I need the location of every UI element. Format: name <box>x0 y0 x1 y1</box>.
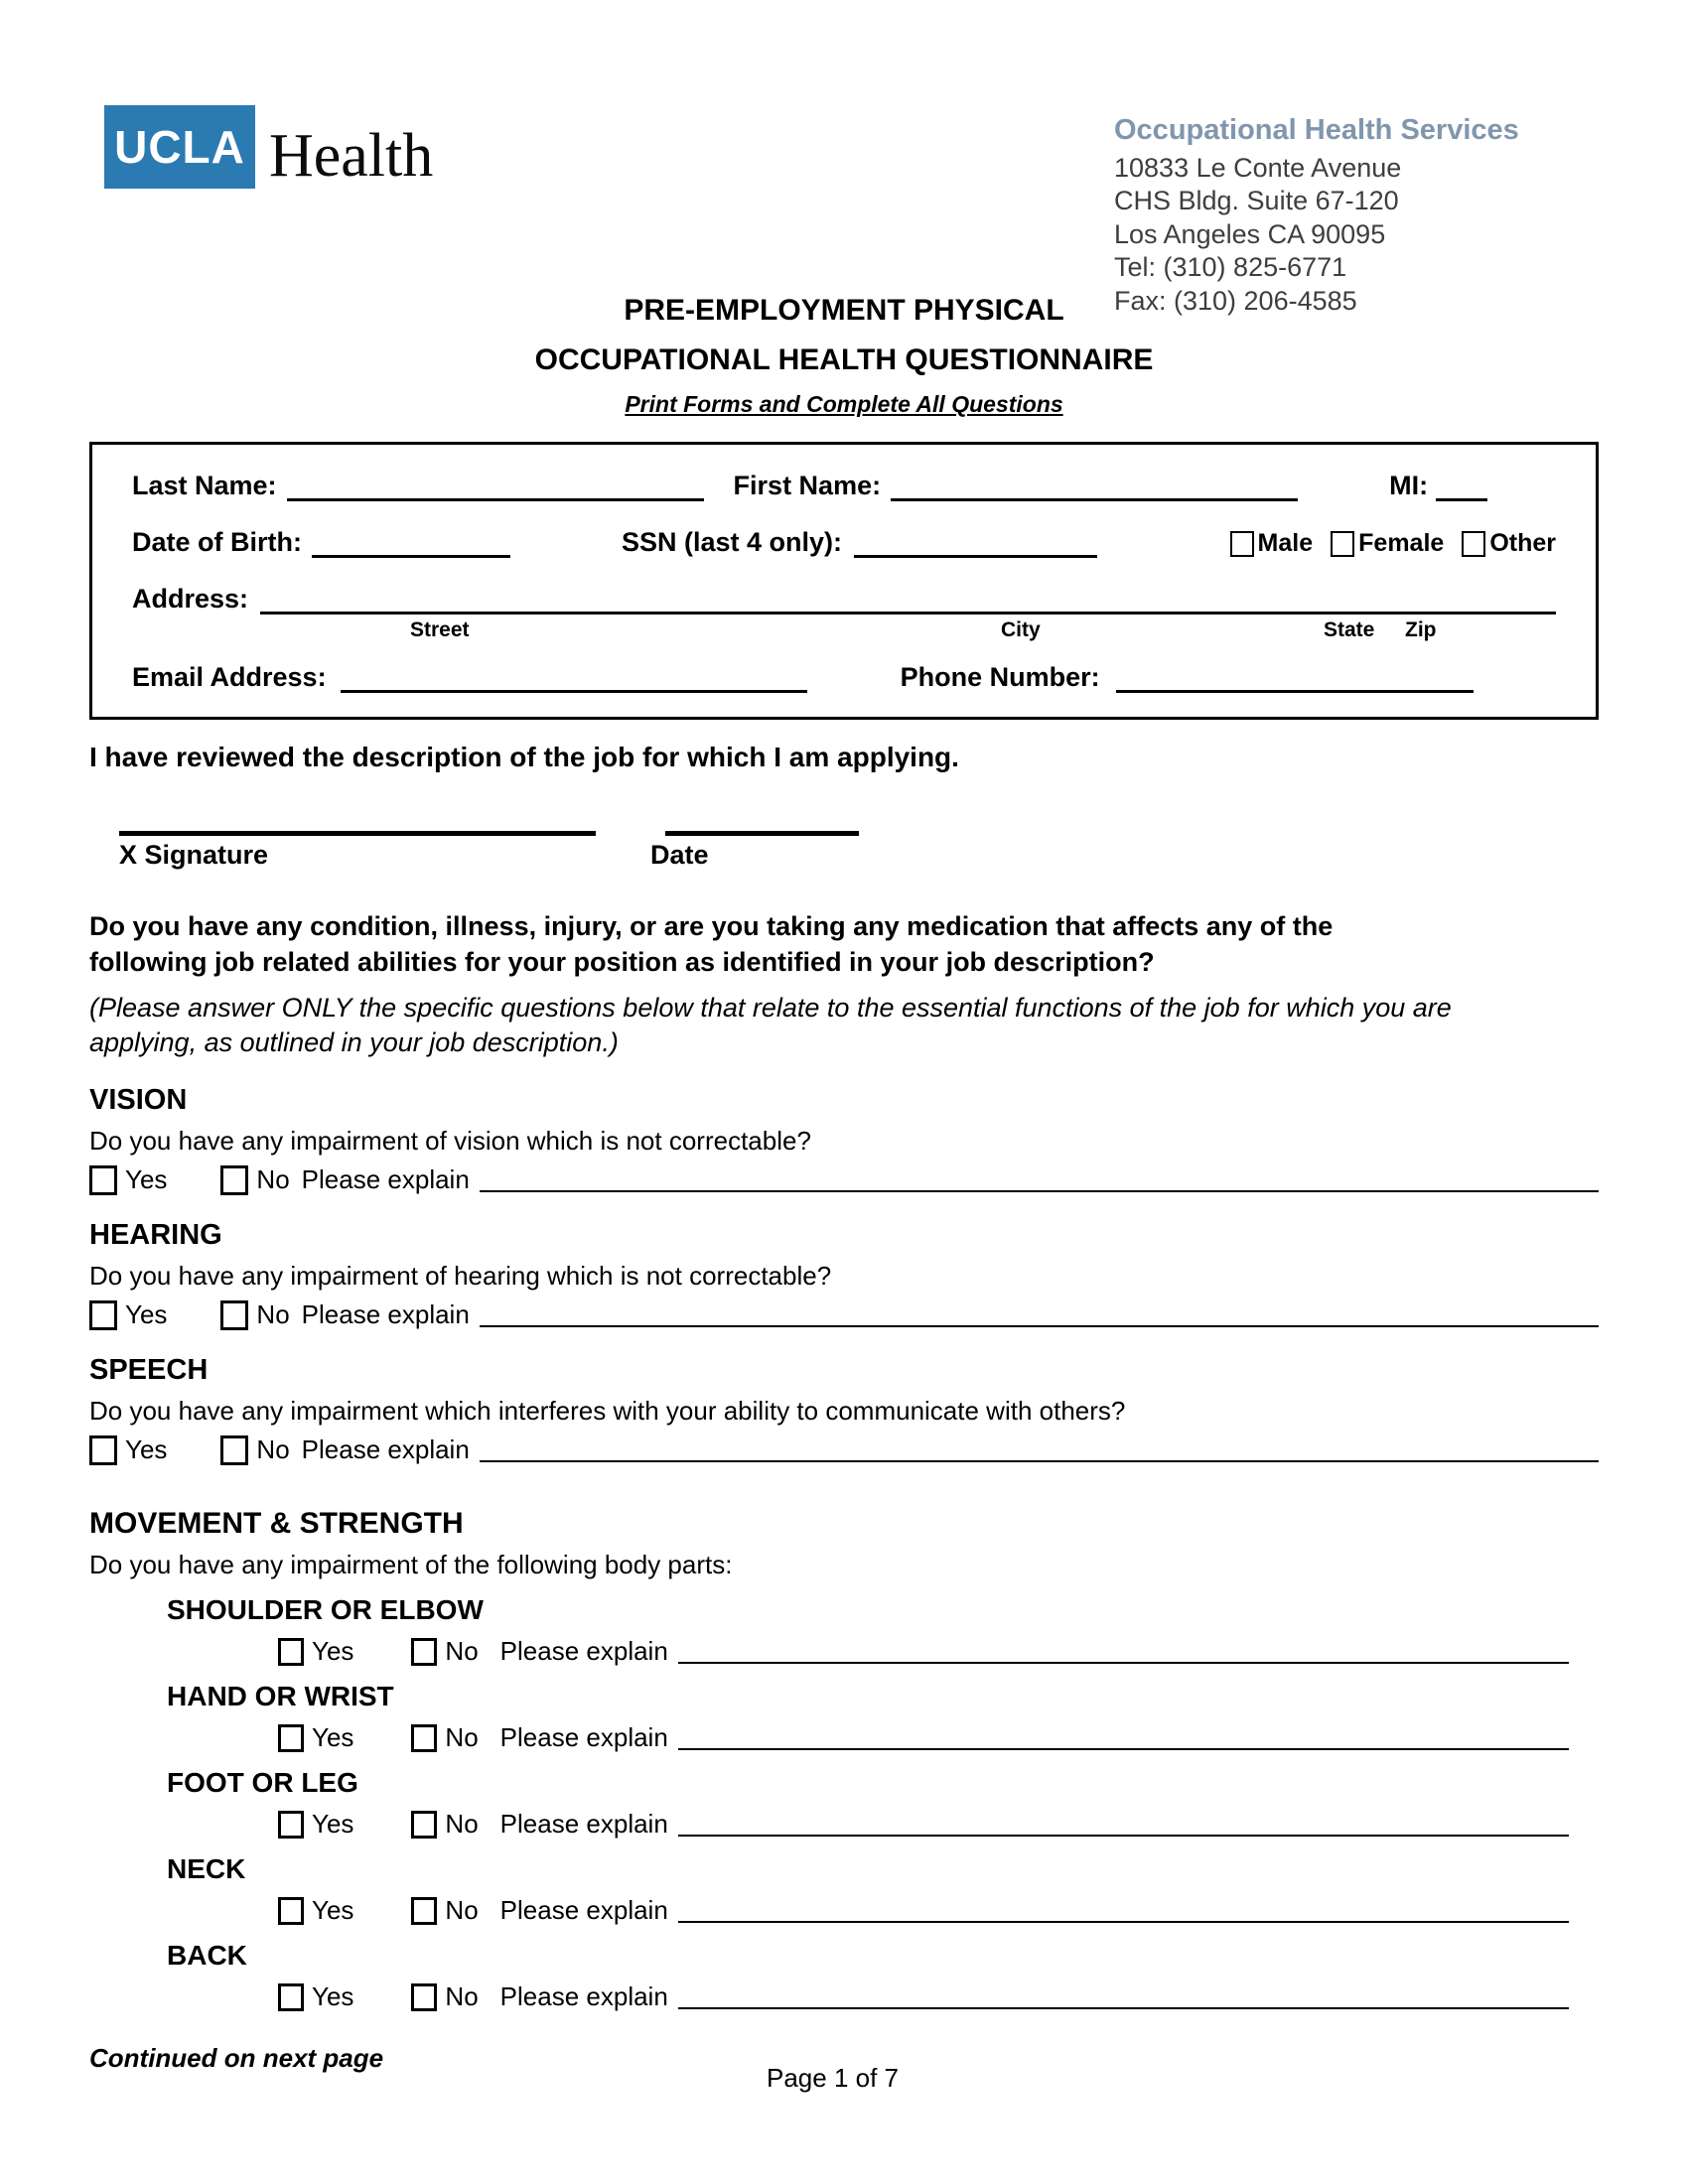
shoulder-elbow-no-label: No <box>445 1636 479 1667</box>
hand-wrist-explain-label: Please explain <box>499 1722 668 1753</box>
neck-no-label: No <box>445 1895 479 1926</box>
clinic-tel: Tel: (310) 825-6771 <box>1114 252 1347 283</box>
hand-wrist-no-checkbox[interactable] <box>411 1724 437 1752</box>
page-number: Page 1 of 7 <box>767 2063 899 2093</box>
phone-field[interactable] <box>1116 663 1474 693</box>
vision-answer-row <box>89 1164 1599 1195</box>
ssn-field[interactable] <box>854 528 1097 558</box>
intro-note: (Please answer ONLY the specific questions below that relate to the essential functions of the job for which you are applying, as outlined in your job description.) <box>89 992 1452 1057</box>
bodypart-label-neck: NECK <box>167 1853 246 1885</box>
vision-yes-label: Yes <box>125 1164 168 1195</box>
address-sublabels <box>132 618 1556 646</box>
back-yes-label: Yes <box>312 1981 354 2012</box>
neck-explain-label: Please explain <box>499 1895 668 1926</box>
hand-wrist-yes-label: Yes <box>312 1722 354 1753</box>
hearing-question: Do you have any impairment of hearing which is not correctable? <box>89 1261 832 1292</box>
hearing-yes-label: Yes <box>125 1299 168 1330</box>
neck-explain-field[interactable] <box>678 1897 1569 1923</box>
last-name-field[interactable] <box>287 472 704 501</box>
foot-leg-yes-label: Yes <box>312 1809 354 1840</box>
dob-ssn-row <box>132 527 1556 558</box>
shoulder-elbow-explain-label: Please explain <box>499 1636 668 1667</box>
section-heading-movement-strength: MOVEMENT & STRENGTH <box>89 1507 464 1541</box>
clinic-suite: CHS Bldg. Suite 67-120 <box>1114 186 1399 216</box>
contact-row <box>132 662 1556 693</box>
shoulder-elbow-yes-label: Yes <box>312 1636 354 1667</box>
vision-no-checkbox[interactable] <box>220 1165 248 1195</box>
signature-field[interactable] <box>119 831 596 836</box>
shoulder-elbow-no-checkbox[interactable] <box>411 1638 437 1666</box>
neck-answer-row <box>278 1895 1569 1926</box>
intro-question: Do you have any condition, illness, injury, or are you taking any medication that affects any of the following job related abilities for your position as identified in your job description? <box>89 911 1334 978</box>
city-sublabel: City <box>1001 618 1041 641</box>
neck-yes-checkbox[interactable] <box>278 1897 304 1925</box>
zip-sublabel: Zip <box>1405 618 1437 641</box>
section-heading-speech: SPEECH <box>89 1354 209 1387</box>
form-title-line2: OCCUPATIONAL HEALTH QUESTIONNAIRE <box>534 343 1154 376</box>
bodypart-label-shoulder-elbow: SHOULDER OR ELBOW <box>167 1594 484 1626</box>
hearing-yes-checkbox[interactable] <box>89 1300 117 1330</box>
first-name-label: First Name: <box>733 471 882 500</box>
foot-leg-no-label: No <box>445 1809 479 1840</box>
phone-label: Phone Number: <box>900 662 1100 692</box>
address-label: Address: <box>132 584 249 614</box>
ucla-logo-mark: UCLA <box>104 105 255 189</box>
date-label: Date <box>650 840 709 870</box>
clinic-street: 10833 Le Conte Avenue <box>1114 152 1402 183</box>
ssn-label: SSN (last 4 only): <box>622 527 843 557</box>
speech-yes-label: Yes <box>125 1434 168 1465</box>
shoulder-elbow-explain-field[interactable] <box>678 1638 1569 1664</box>
vision-no-label: No <box>256 1164 290 1195</box>
dob-field[interactable] <box>312 528 510 558</box>
section-heading-vision: VISION <box>89 1084 188 1117</box>
section-heading-hearing: HEARING <box>89 1219 222 1252</box>
date-field[interactable] <box>665 831 859 836</box>
address-field[interactable] <box>260 585 1556 614</box>
shoulder-elbow-answer-row <box>278 1636 1569 1667</box>
back-no-checkbox[interactable] <box>411 1983 437 2011</box>
neck-no-checkbox[interactable] <box>411 1897 437 1925</box>
hearing-no-label: No <box>256 1299 290 1330</box>
foot-leg-explain-label: Please explain <box>499 1809 668 1840</box>
dob-label: Date of Birth: <box>132 527 302 557</box>
form-title-line1: PRE-EMPLOYMENT PHYSICAL <box>624 294 1064 327</box>
speech-yes-checkbox[interactable] <box>89 1435 117 1465</box>
male-label: Male <box>1257 529 1314 557</box>
review-statement: I have reviewed the description of the job for which I am applying. <box>89 742 959 772</box>
foot-leg-yes-checkbox[interactable] <box>278 1811 304 1839</box>
hearing-explain-label: Please explain <box>301 1299 470 1330</box>
foot-leg-no-checkbox[interactable] <box>411 1811 437 1839</box>
clinic-address-block <box>1114 113 1519 318</box>
hand-wrist-yes-checkbox[interactable] <box>278 1724 304 1752</box>
form-subtitle: Print Forms and Complete All Questions <box>625 391 1063 417</box>
back-explain-label: Please explain <box>499 1981 668 2012</box>
hearing-explain-field[interactable] <box>480 1301 1599 1327</box>
speech-answer-row <box>89 1434 1599 1465</box>
back-answer-row <box>278 1981 1569 2012</box>
vision-question: Do you have any impairment of vision which is not correctable? <box>89 1126 811 1157</box>
hand-wrist-no-label: No <box>445 1722 479 1753</box>
vision-explain-label: Please explain <box>301 1164 470 1195</box>
hearing-no-checkbox[interactable] <box>220 1300 248 1330</box>
name-row <box>132 471 1556 501</box>
clinic-name: Occupational Health Services <box>1114 114 1519 146</box>
clinic-city: Los Angeles CA 90095 <box>1114 218 1386 249</box>
first-name-field[interactable] <box>891 472 1298 501</box>
back-yes-checkbox[interactable] <box>278 1983 304 2011</box>
hand-wrist-answer-row <box>278 1722 1569 1753</box>
hand-wrist-explain-field[interactable] <box>678 1724 1569 1750</box>
mi-field[interactable] <box>1436 472 1487 501</box>
foot-leg-answer-row <box>278 1809 1569 1840</box>
speech-no-checkbox[interactable] <box>220 1435 248 1465</box>
street-sublabel: Street <box>410 618 470 641</box>
other-label: Other <box>1489 529 1556 557</box>
signature-lines <box>89 831 1599 836</box>
vision-explain-field[interactable] <box>480 1166 1599 1192</box>
other-checkbox[interactable] <box>1462 531 1485 557</box>
ucla-health-logo <box>104 105 433 189</box>
speech-explain-label: Please explain <box>301 1434 470 1465</box>
bodypart-label-foot-leg: FOOT OR LEG <box>167 1767 358 1799</box>
male-checkbox[interactable] <box>1230 531 1254 557</box>
foot-leg-explain-field[interactable] <box>678 1811 1569 1837</box>
speech-question: Do you have any impairment which interferes with your ability to communicate with others? <box>89 1396 1126 1427</box>
email-field[interactable] <box>341 663 807 693</box>
email-label: Email Address: <box>132 662 327 692</box>
address-row <box>132 584 1556 614</box>
bodypart-label-hand-wrist: HAND OR WRIST <box>167 1681 394 1712</box>
movement-question: Do you have any impairment of the following body parts: <box>89 1550 733 1580</box>
speech-explain-field[interactable] <box>480 1436 1599 1462</box>
clinic-fax: Fax: (310) 206-4585 <box>1114 285 1357 316</box>
demographics-box <box>89 442 1599 720</box>
neck-yes-label: Yes <box>312 1895 354 1926</box>
female-label: Female <box>1358 529 1445 557</box>
continued-note: Continued on next page <box>89 2043 384 2073</box>
speech-no-label: No <box>256 1434 290 1465</box>
shoulder-elbow-yes-checkbox[interactable] <box>278 1638 304 1666</box>
hearing-answer-row <box>89 1299 1599 1330</box>
health-logotype: Health <box>269 122 434 190</box>
vision-yes-checkbox[interactable] <box>89 1165 117 1195</box>
signature-labels <box>89 840 1599 871</box>
last-name-label: Last Name: <box>132 471 277 500</box>
signature-label: X Signature <box>119 840 269 870</box>
back-explain-field[interactable] <box>678 1983 1569 2009</box>
back-no-label: No <box>445 1981 479 2012</box>
gender-options <box>1230 529 1556 558</box>
female-checkbox[interactable] <box>1331 531 1354 557</box>
bodypart-label-back: BACK <box>167 1940 247 1972</box>
mi-label: MI: <box>1389 471 1429 500</box>
state-sublabel: State <box>1324 618 1375 641</box>
